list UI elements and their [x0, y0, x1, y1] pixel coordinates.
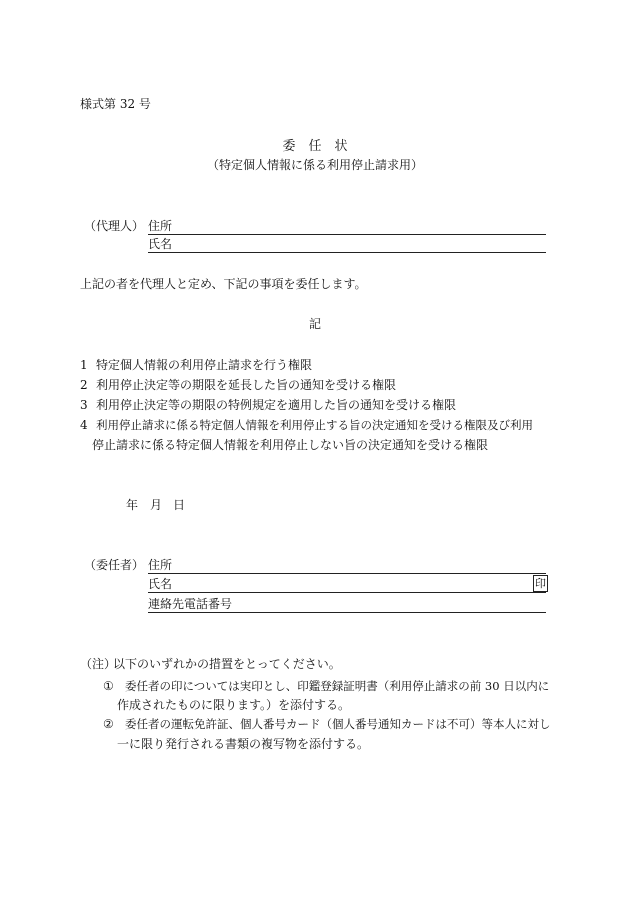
principal-phone-label: 連絡先電話番号: [148, 597, 233, 611]
note-2-marker: ②: [103, 717, 114, 731]
delegation-statement: 上記の者を代理人と定め、下記の事項を委任します。: [80, 277, 367, 291]
seal-box: 印: [535, 577, 546, 590]
form-number: 様式第 32 号: [80, 97, 151, 111]
date-year: 年: [126, 498, 139, 512]
agent-address-label: 住所: [148, 219, 173, 233]
item-1-text: 特定個人情報の利用停止請求を行う権限: [96, 358, 313, 372]
note-2-line2: 一に限り発行される書類の複写物を添付する。: [117, 737, 370, 751]
principal-address-line: [148, 557, 546, 574]
note-1-line2: 作成されたものに限ります。）を添付する。: [117, 698, 351, 712]
date-day: 日: [173, 498, 186, 512]
document-subtitle: （特定個人情報に係る利用停止請求用）: [206, 158, 423, 172]
notes-intro: 以下のいずれかの措置をとってください。: [113, 657, 341, 671]
date-month: 月: [150, 498, 163, 512]
agent-name-label: 氏名: [148, 237, 173, 251]
item-1-number: 1: [80, 358, 88, 372]
item-4-continuation: 停止請求に係る特定個人情報を利用停止しない旨の決定通知を受ける権限: [92, 438, 489, 452]
item-3-number: 3: [80, 398, 88, 412]
principal-name-label: 氏名: [148, 577, 173, 591]
agent-label: （代理人）: [84, 219, 145, 233]
agent-address-line: [148, 218, 546, 235]
ki-heading: 記: [308, 317, 321, 331]
note-2-line1: 委任者の運転免許証、個人番号カード（個人番号通知カードは不可）等本人に対し: [125, 717, 551, 731]
notes-label: （注）: [80, 657, 117, 671]
principal-address-label: 住所: [148, 558, 173, 572]
principal-label: （委任者）: [84, 558, 145, 572]
item-2-number: 2: [80, 378, 88, 392]
item-4-number: 4: [80, 418, 88, 432]
agent-name-line: [148, 236, 546, 253]
item-4-text: 利用停止請求に係る特定個人情報を利用停止する旨の決定通知を受ける権限及び利用: [96, 418, 533, 432]
document-title: 委 任 状: [282, 139, 348, 154]
note-1-line1: 委任者の印については実印とし、印鑑登録証明書（利用停止請求の前 30 日以内に: [125, 679, 550, 693]
item-3-text: 利用停止決定等の期限の特例規定を適用した旨の通知を受ける権限: [96, 398, 457, 412]
note-1-marker: ①: [103, 679, 114, 693]
principal-name-line: [148, 576, 546, 593]
item-2-text: 利用停止決定等の期限を延長した旨の通知を受ける権限: [96, 378, 397, 392]
